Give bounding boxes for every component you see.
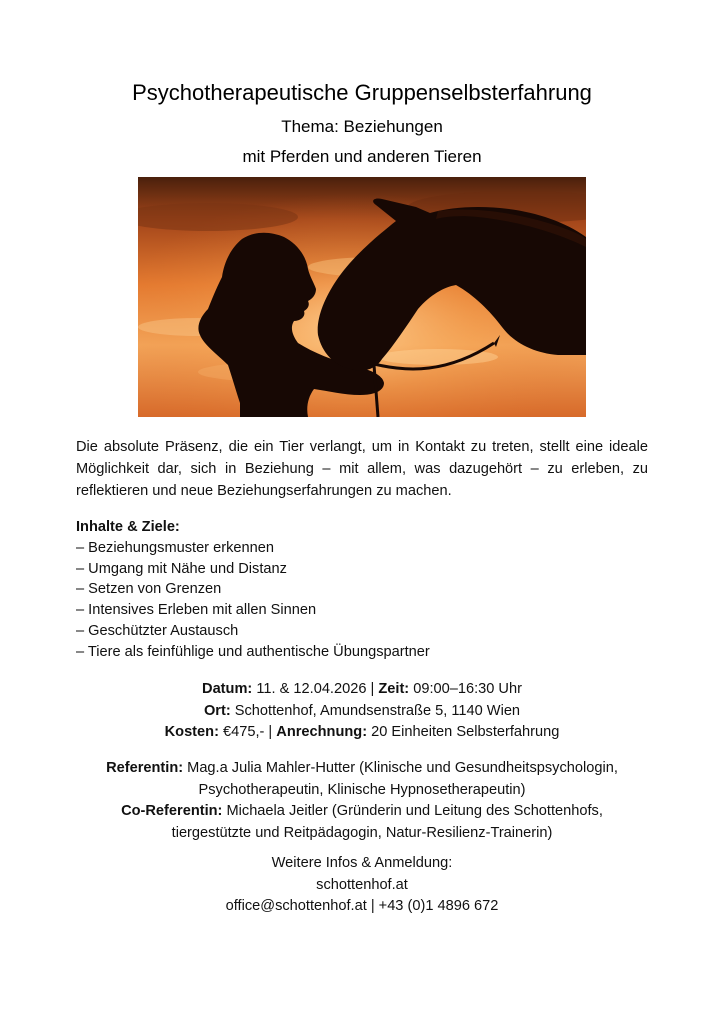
co-speaker-label: Co-Referentin: <box>121 803 223 819</box>
time-value: 09:00–16:30 Uhr <box>409 681 522 697</box>
credit-label: Anrechnung: <box>276 724 368 740</box>
email-link[interactable]: office@schottenhof.at <box>225 898 367 914</box>
place-label: Ort: <box>203 702 231 719</box>
list-item: – Umgang mit Nähe und Distanz <box>76 560 287 577</box>
list-item: – Geschützter Austausch <box>76 622 239 639</box>
event-details <box>0 679 724 744</box>
phone-number[interactable]: +43 (0)1 4896 672 <box>378 898 499 914</box>
list-item: – Beziehungsmuster erkennen <box>76 539 274 556</box>
lead-speaker-label: Referentin: <box>106 760 184 776</box>
contact-line <box>0 896 724 918</box>
intro-paragraph: Die absolute Präsenz, die ein Tier verlangt, um in Kontakt zu treten, stellt eine ideale Möglichkeit dar, sich in Beziehung – mit allem, was dazugehört – zu erleben, zu reflektieren und neue Beziehungserfahrungen zu machen. <box>76 439 648 499</box>
theme-subtitle: Thema: Beziehungen <box>281 117 443 136</box>
contact-section <box>0 853 724 918</box>
cost-value: €475,- | <box>218 724 277 740</box>
place-line <box>0 701 724 723</box>
goals-section <box>76 517 648 663</box>
co-speaker-value: Michaela Jeitler (Gründerin und Leitung des Schottenhofs, <box>222 803 603 819</box>
co-speaker-line <box>0 801 724 823</box>
cost-label: Kosten: <box>164 724 219 740</box>
contact-info-heading: Weitere Infos & Anmeldung: <box>271 855 453 871</box>
lead-speaker-line-2: Psychotherapeutin, Klinische Hypnosetherapeutin) <box>198 781 526 798</box>
goals-heading: Inhalte & Ziele: <box>76 519 180 535</box>
lead-speaker-value: Mag.a Julia Mahler-Hutter (Klinische und Gesundheitspsychologin, <box>183 760 618 776</box>
date-label: Datum: <box>202 681 253 697</box>
contact-separator: | <box>366 898 379 914</box>
website-link[interactable]: schottenhof.at <box>316 876 408 893</box>
date-value: 11. & 12.04.2026 | <box>252 681 379 697</box>
list-item: – Tiere als feinfühlige und authentische Übungspartner <box>76 643 430 660</box>
speakers-section <box>0 758 724 844</box>
page-title: Psychotherapeutische Gruppenselbsterfahrung <box>132 80 592 105</box>
woman-horse-silhouette-photo <box>138 177 586 417</box>
goals-list <box>76 538 648 663</box>
place-value: Schottenhof, Amundsenstraße 5, 1140 Wien <box>230 702 521 719</box>
date-time-line <box>0 679 724 701</box>
time-label: Zeit: <box>378 681 410 697</box>
lead-speaker-line <box>0 758 724 780</box>
co-speaker-line-2: tiergestützte und Reitpädagogin, Natur-Resilienz-Trainerin) <box>171 824 553 841</box>
theme-detail-subtitle: mit Pferden und anderen Tieren <box>242 147 482 166</box>
credit-value: 20 Einheiten Selbsterfahrung <box>367 724 560 740</box>
list-item: – Intensives Erleben mit allen Sinnen <box>76 602 317 619</box>
cost-line <box>0 722 724 744</box>
list-item: – Setzen von Grenzen <box>76 581 222 598</box>
